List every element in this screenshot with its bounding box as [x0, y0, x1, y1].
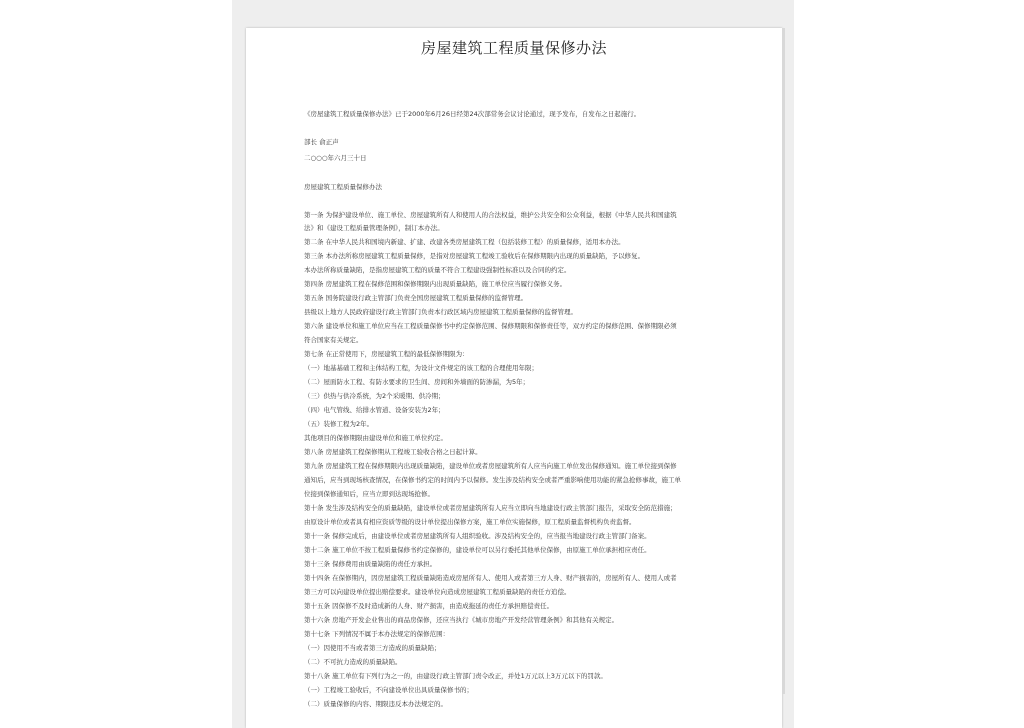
vertical-scrollbar[interactable] [782, 28, 785, 694]
document-line: 房屋建筑工程质量保修办法 [304, 183, 382, 191]
document-line: 第五条 国务院建设行政主管部门负责全国房屋建筑工程质量保修的监督管理。 [304, 294, 528, 302]
document-line: 第一条 为保护建设单位、施工单位、房屋建筑所有人和使用人的合法权益，维护公共安全和公众利益，根据《中华人民共和国建筑 [304, 211, 677, 219]
document-line: 第十三条 保修费用由质量缺陷的责任方承担。 [304, 560, 437, 568]
document-line: 第二条 在中华人民共和国境内新建、扩建、改建各类房屋建筑工程（包括装修工程）的质量保修，适用本办法。 [304, 238, 625, 246]
document-line: （一）因使用不当或者第三方造成的质量缺陷； [304, 644, 441, 652]
document-line: 位接到保修通知后，应当立即到达现场抢修。 [304, 490, 434, 498]
document-page[interactable] [246, 28, 782, 728]
document-line: 第十五条 因保修不及时造成新的人身、财产损害，由造成拖延的责任方承担赔偿责任。 [304, 602, 554, 610]
document-line: （三）供热与供冷系统，为2个采暖期、供冷期； [304, 392, 445, 400]
document-line: 第十四条 在保修期内，因房屋建筑工程质量缺陷造成房屋所有人、使用人或者第三方人身、财产损害的，房屋所有人、使用人或者 [304, 574, 677, 582]
document-line: 第七条 在正常使用下，房屋建筑工程的最低保修期限为： [304, 350, 469, 358]
document-line: 由原设计单位或者具有相应资质等级的设计单位提出保修方案，施工单位实施保修，原工程质量监督机构负责监督。 [304, 518, 636, 526]
document-line: 第三条 本办法所称房屋建筑工程质量保修，是指对房屋建筑工程竣工验收后在保修期限内出现的质量缺陷，予以修复。 [304, 252, 645, 260]
document-title: 房屋建筑工程质量保修办法 [420, 39, 607, 57]
document-line: 第十二条 施工单位不按工程质量保修书约定保修的，建设单位可以另行委托其他单位保修，由原施工单位承担相应责任。 [304, 546, 651, 554]
document-line: 符合国家有关规定。 [304, 336, 363, 344]
document-line: 县级以上地方人民政府建设行政主管部门负责本行政区域内房屋建筑工程质量保修的监督管理。 [304, 308, 577, 316]
document-line: 部长 俞正声 [304, 138, 339, 146]
document-line: 二○○○年六月三十日 [304, 154, 367, 162]
document-line: （二）屋面防水工程、有防水要求的卫生间、房间和外墙面的防渗漏，为5年； [304, 378, 530, 386]
document-line: 其他项目的保修期限由建设单位和施工单位约定。 [304, 434, 447, 442]
document-line: 第四条 房屋建筑工程在保修范围和保修期限内出现质量缺陷，施工单位应当履行保修义务。 [304, 280, 567, 288]
document-line: 第十条 发生涉及结构安全的质量缺陷，建设单位或者房屋建筑所有人应当立即向当地建设行政主管部门报告，采取安全防范措施； [304, 504, 677, 512]
document-line: 第三方可以向建设单位提出赔偿要求。建设单位向造成房屋建筑工程质量缺陷的责任方追偿。 [304, 588, 571, 596]
document-line: 第十六条 房地产开发企业售出的商品房保修，还应当执行《城市房地产开发经营管理条例》和其他有关规定。 [304, 616, 619, 624]
document-line: 《房屋建筑工程质量保修办法》已于2000年6月26日经第24次部常务会议讨论通过，现予发布，自发布之日起施行。 [304, 110, 641, 118]
document-line: 法》和《建设工程质量管理条例》，制订本办法。 [304, 224, 444, 232]
document-line: 本办法所称质量缺陷，是指房屋建筑工程的质量不符合工程建设强制性标准以及合同的约定。 [304, 266, 571, 274]
viewer-margin [0, 0, 232, 728]
document-line: 第八条 房屋建筑工程保修期从工程竣工验收合格之日起计算。 [304, 448, 482, 456]
document-line: 第十一条 保修完成后，由建设单位或者房屋建筑所有人组织验收。涉及结构安全的，应当报当地建设行政主管部门备案。 [304, 532, 651, 540]
document-line: （二）不可抗力造成的质量缺陷。 [304, 658, 402, 666]
document-line: （二）质量保修的内容、期限违反本办法规定的。 [304, 700, 447, 708]
document-line: 第十八条 施工单位有下列行为之一的，由建设行政主管部门责令改正，并处1万元以上3万元以下的罚款。 [304, 672, 607, 680]
document-line: 通知后，应当到现场核查情况，在保修书约定的时间内予以保修。发生涉及结构安全或者严重影响使用功能的紧急抢修事故，施工单 [304, 476, 681, 484]
document-line: （五）装修工程为2年。 [304, 420, 374, 428]
document-line: （四）电气管线、给排水管道、设备安装为2年； [304, 406, 445, 414]
document-line: （一）地基基础工程和主体结构工程，为设计文件规定的该工程的合理使用年限； [304, 364, 538, 372]
document-line: 第六条 建设单位和施工单位应当在工程质量保修书中约定保修范围、保修期限和保修责任等，双方约定的保修范围、保修期限必须 [304, 322, 677, 330]
document-line: （一）工程竣工验收后，不向建设单位出具质量保修书的； [304, 686, 473, 694]
document-line: 第九条 房屋建筑工程在保修期限内出现质量缺陷，建设单位或者房屋建筑所有人应当向施工单位发出保修通知。施工单位接到保修 [304, 462, 677, 470]
document-line: 第十七条 下列情况不属于本办法规定的保修范围： [304, 630, 450, 638]
